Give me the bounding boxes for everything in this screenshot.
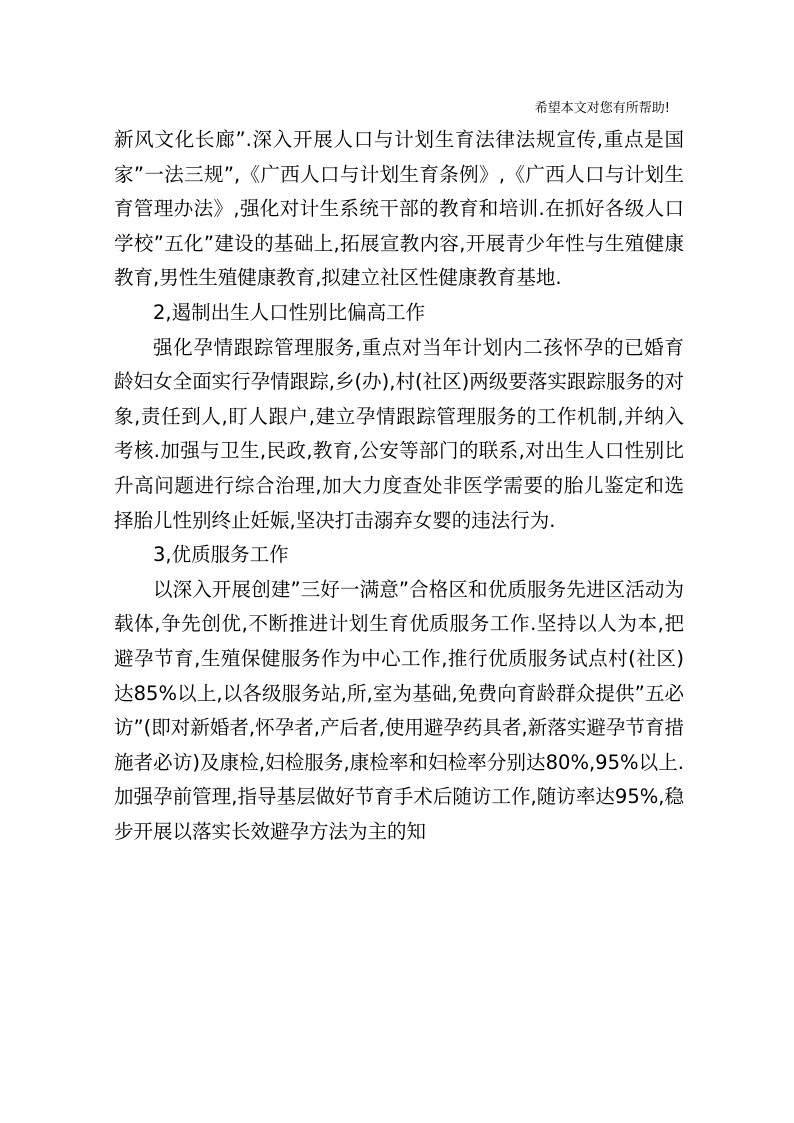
document-body	[114, 123, 684, 849]
header-note: 希望本文对您有所帮助!	[534, 101, 670, 116]
paragraph-culture-promotion: 新风文化长廊”.深入开展人口与计划生育法律法规宣传,重点是国家”一法三规”,《广西人口与计划生育条例》,《广西人口与计划生育管理办法》,强化对计生系统干部的教育和培训.在抓好各级人口学校”五化”建设的基础上,拓展宣教内容,开展青少年性与生殖健康教育,男性生殖健康教育,拟建立社区性健康教育基地.	[114, 128, 684, 290]
section-heading-quality-service: 3,优质服务工作	[153, 543, 289, 567]
section-heading-sex-ratio: 2,遏制出生人口性别比偏高工作	[153, 300, 426, 324]
paragraph-quality-service: 以深入开展创建”三好一满意”合格区和优质服务先进区活动为载体,争先创优,不断推进计划生育优质服务工作.坚持以人为本,把避孕节育,生殖保健服务作为中心工作,推行优质服务试点村(社区)达85%以上,以各级服务站,所,室为基础,免费向育龄群众提供”五必访”(即对新婚者,怀孕者,产后者,使用避孕药具者,新落实避孕节育措施者必访)及康检,妇检服务,康检率和妇检率分别达80%,95%以上.加强孕前管理,指导基层做好节育手术后随访工作,随访率达95%,稳步开展以落实长效避孕方法为主的知	[114, 577, 684, 843]
paragraph-pregnancy-tracking: 强化孕情跟踪管理服务,重点对当年计划内二孩怀孕的已婚育龄妇女全面实行孕情跟踪,乡(办),村(社区)两级要落实跟踪服务的对象,责任到人,盯人跟户,建立孕情跟踪管理服务的工作机制,并纳入考核.加强与卫生,民政,教育,公安等部门的联系,对出生人口性别比升高问题进行综合治理,加大力度查处非医学需要的胎儿鉴定和选择胎儿性别终止妊娠,坚决打击溺弃女婴的违法行为.	[114, 335, 684, 532]
